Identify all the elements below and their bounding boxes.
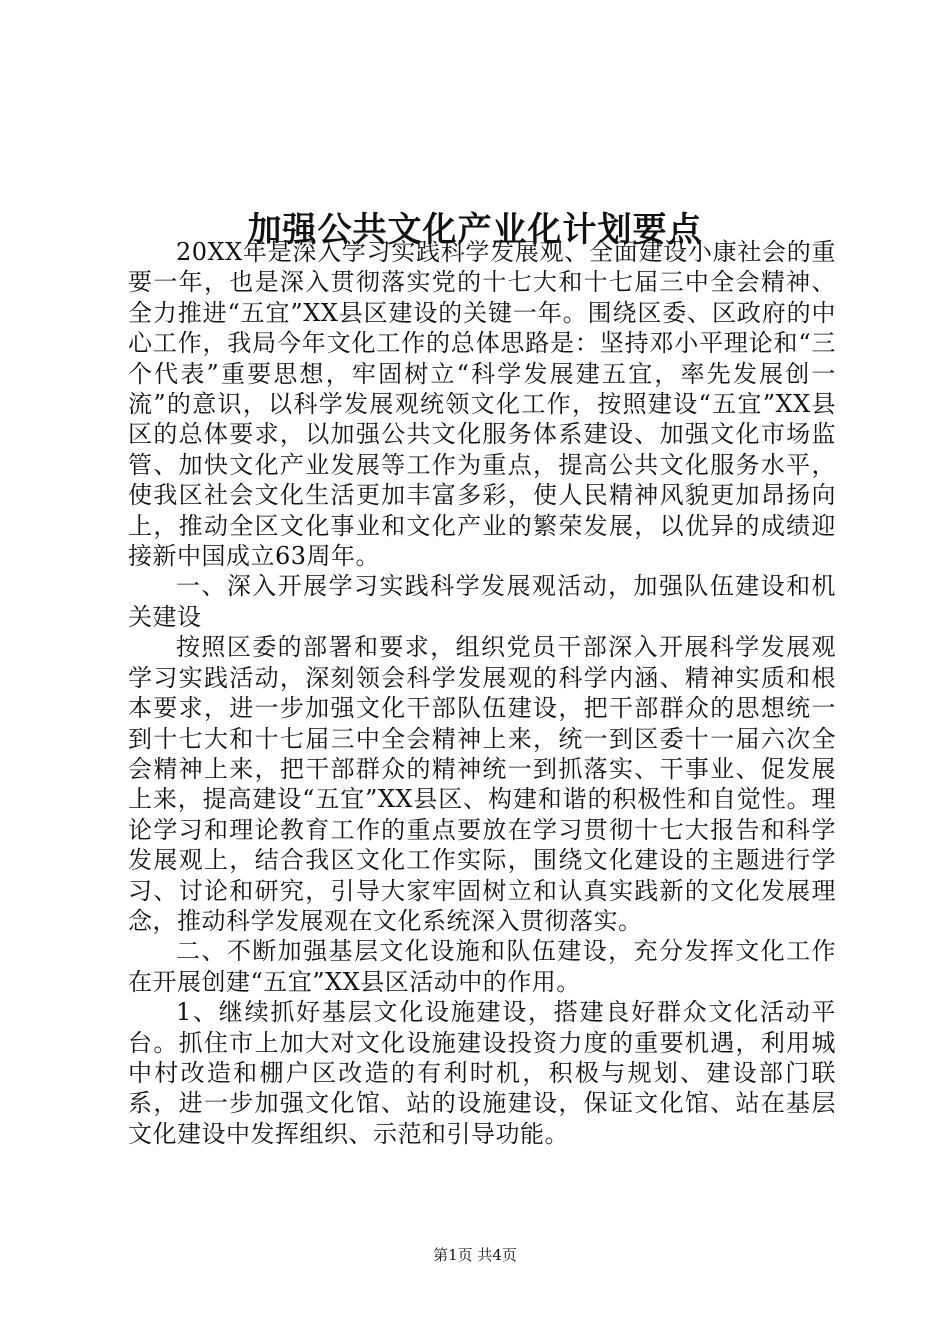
document-title: 加强公共文化产业化计划要点 (247, 209, 703, 250)
body-paragraph: 按照区委的部署和要求，组织党员干部深入开展科学发展观学习实践活动，深刻领会科学发展观的科学内涵、精神实质和根本要求，进一步加强文化干部队伍建设，把干部群众的思想统一到十七大和十七届三中全会精神上来，统一到区委十一届六次全会精神上来，把干部群众的精神统一到抓落实、干事业、促发展上来，提高建设“五宜”XX县区、构建和谐的积极性和自觉性。理论学习和理论教育工作的重点要放在学习贯彻十七大报告和科学发展观上，结合我区文化工作实际，围绕文化建设的主题进行学习、讨论和研究，引导大家牢固树立和认真实践新的文化发展理念，推动科学发展观在文化系统深入贯彻落实。 (128, 633, 836, 935)
body-paragraph: 20XX年是深入学习实践科学发展观、全面建设小康社会的重要一年，也是深入贯彻落实党的十七大和十七届三中全会精神、全力推进“五宜”XX县区建设的关键一年。围绕区委、区政府的中心工作，我局今年文化工作的总体思路是：坚持邓小平理论和“三个代表”重要思想，牢固树立“科学发展建五宜，率先发展创一流”的意识，以科学发展观统领文化工作，按照建设“五宜”XX县区的总体要求，以加强公共文化服务体系建设、加强文化市场监管、加快文化产业发展等工作为重点，提高公共文化服务水平，使我区社会文化生活更加丰富多彩，使人民精神风貌更加昂扬向上，推动全区文化事业和文化产业的繁荣发展，以优异的成绩迎接新中国成立63周年。 (128, 238, 836, 571)
page-footer: 第1页 共4页 (433, 1246, 517, 1264)
section-heading: 二、不断加强基层文化设施和队伍建设，充分发挥文化工作在开展创建“五宜”XX县区活动中的作用。 (128, 937, 836, 996)
document-body (128, 237, 836, 1149)
body-paragraph: 1、继续抓好基层文化设施建设，搭建良好群众文化活动平台。抓住市上加大对文化设施建设投资力度的重要机遇，利用城中村改造和棚户区改造的有利时机，积极与规划、建设部门联系，进一步加强文化馆、站的设施建设，保证文化馆、站在基层文化建设中发挥组织、示范和引导功能。 (128, 998, 836, 1148)
section-heading: 一、深入开展学习实践科学发展观活动，加强队伍建设和机关建设 (128, 572, 836, 631)
